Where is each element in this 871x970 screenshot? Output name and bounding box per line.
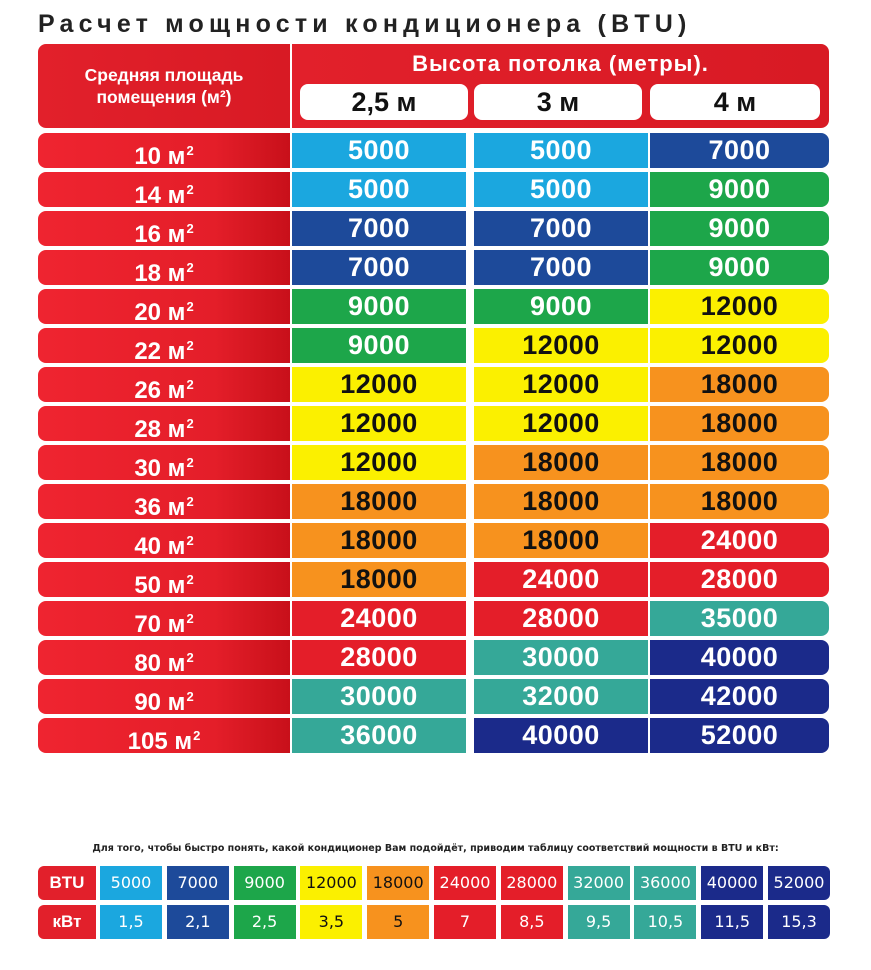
area-value: 10 м	[134, 143, 186, 170]
btu-cell: 5000	[292, 133, 466, 168]
legend-kw-row-value: 9,5	[568, 905, 630, 939]
area-cell	[38, 562, 290, 597]
btu-cell: 9000	[292, 289, 466, 324]
area-unit-sup: 2	[186, 299, 194, 314]
area-column-label: Средняя площадь помещения (м²)	[84, 65, 244, 107]
legend-btu-row-label: BTU	[38, 866, 96, 900]
btu-cell: 9000	[474, 289, 648, 324]
area-value: 28 м	[134, 416, 186, 443]
table-row	[38, 484, 829, 519]
btu-cell: 35000	[650, 601, 829, 636]
area-unit-sup: 2	[186, 182, 194, 197]
btu-cell: 12000	[650, 328, 829, 363]
legend-btu-row-value: 24000	[434, 866, 496, 900]
area-value: 36 м	[134, 494, 186, 521]
height-caption: Высота потолка (метры).	[412, 51, 709, 76]
table-row	[38, 406, 829, 441]
area-cell	[38, 679, 290, 714]
legend-btu-row	[38, 866, 829, 900]
height-2-5: 2,5 м	[300, 84, 468, 120]
area-unit-sup: 2	[186, 689, 194, 704]
legend-kw-row-value: 1,5	[100, 905, 162, 939]
area-cell	[38, 640, 290, 675]
area-cell	[38, 367, 290, 402]
legend-kw-row-label: кВт	[38, 905, 96, 939]
area-unit-sup: 2	[186, 650, 194, 665]
btu-cell: 12000	[292, 445, 466, 480]
area-cell	[38, 601, 290, 636]
area-unit-sup: 2	[186, 221, 194, 236]
btu-cell: 18000	[474, 484, 648, 519]
legend-btu-row-value: 9000	[234, 866, 296, 900]
area-cell	[38, 523, 290, 558]
area-unit-sup: 2	[186, 416, 194, 431]
area-value: 16 м	[134, 221, 186, 248]
table-row	[38, 133, 829, 168]
area-unit-sup: 2	[186, 533, 194, 548]
area-cell	[38, 250, 290, 285]
btu-cell: 28000	[650, 562, 829, 597]
btu-cell: 32000	[474, 679, 648, 714]
btu-cell: 18000	[474, 523, 648, 558]
legend-btu-row-value: 52000	[768, 866, 830, 900]
legend-kw-row-value: 3,5	[300, 905, 362, 939]
btu-cell: 28000	[474, 601, 648, 636]
btu-cell: 12000	[292, 406, 466, 441]
btu-cell: 7000	[650, 133, 829, 168]
legend-kw-row	[38, 905, 829, 939]
area-unit-sup: 2	[186, 338, 194, 353]
btu-cell: 28000	[292, 640, 466, 675]
legend-kw-row-value: 10,5	[634, 905, 696, 939]
btu-cell: 7000	[474, 211, 648, 246]
area-value: 80 м	[134, 650, 186, 677]
table-row	[38, 328, 829, 363]
btu-cell: 18000	[292, 484, 466, 519]
area-cell	[38, 445, 290, 480]
btu-cell: 12000	[474, 328, 648, 363]
area-value: 70 м	[134, 611, 186, 638]
area-value: 20 м	[134, 299, 186, 326]
height-3: 3 м	[474, 84, 642, 120]
area-cell	[38, 328, 290, 363]
btu-cell: 9000	[650, 172, 829, 207]
area-unit-sup: 2	[186, 494, 194, 509]
legend-btu-row-value: 28000	[501, 866, 563, 900]
btu-cell: 24000	[474, 562, 648, 597]
table-row	[38, 640, 829, 675]
legend-kw-row-value: 7	[434, 905, 496, 939]
btu-cell: 5000	[292, 172, 466, 207]
page-title: Расчет мощности кондиционера (BTU)	[38, 10, 692, 38]
legend-btu-row-value: 18000	[367, 866, 429, 900]
area-cell	[38, 289, 290, 324]
btu-cell: 18000	[650, 484, 829, 519]
btu-cell: 9000	[650, 250, 829, 285]
area-value: 26 м	[134, 377, 186, 404]
area-unit-sup: 2	[193, 728, 201, 743]
area-unit-sup: 2	[186, 455, 194, 470]
area-cell	[38, 406, 290, 441]
btu-cell: 30000	[292, 679, 466, 714]
legend-note: Для того, чтобы быстро понять, какой кондиционер Вам подойдёт, приводим таблицу соответствий мощности в BTU и кВт:	[92, 843, 779, 854]
height-column-header	[292, 44, 829, 128]
table-row	[38, 367, 829, 402]
btu-cell: 5000	[474, 172, 648, 207]
area-unit-sup: 2	[186, 143, 194, 158]
btu-cell: 18000	[292, 523, 466, 558]
area-cell	[38, 718, 290, 753]
table-row	[38, 562, 829, 597]
area-unit-sup: 2	[186, 572, 194, 587]
legend-kw-row-value: 2,1	[167, 905, 229, 939]
area-unit-sup: 2	[186, 611, 194, 626]
height-4: 4 м	[650, 84, 820, 120]
area-value: 14 м	[134, 182, 186, 209]
legend-btu-row-value: 5000	[100, 866, 162, 900]
btu-cell: 18000	[650, 406, 829, 441]
legend-btu-row-value: 36000	[634, 866, 696, 900]
legend-kw-row-value: 15,3	[768, 905, 830, 939]
area-value: 18 м	[134, 260, 186, 287]
table-row	[38, 445, 829, 480]
btu-cell: 5000	[474, 133, 648, 168]
btu-cell: 18000	[474, 445, 648, 480]
legend-kw-row-value: 8,5	[501, 905, 563, 939]
btu-cell: 7000	[292, 211, 466, 246]
btu-cell: 12000	[474, 406, 648, 441]
table-row	[38, 250, 829, 285]
btu-cell: 36000	[292, 718, 466, 753]
btu-cell: 12000	[650, 289, 829, 324]
btu-cell: 40000	[650, 640, 829, 675]
btu-cell: 12000	[292, 367, 466, 402]
area-cell	[38, 172, 290, 207]
btu-cell: 40000	[474, 718, 648, 753]
area-value: 22 м	[134, 338, 186, 365]
btu-cell: 24000	[650, 523, 829, 558]
area-value: 40 м	[134, 533, 186, 560]
btu-cell: 30000	[474, 640, 648, 675]
btu-cell: 18000	[650, 445, 829, 480]
btu-cell: 7000	[474, 250, 648, 285]
legend-kw-row-value: 11,5	[701, 905, 763, 939]
btu-cell: 9000	[292, 328, 466, 363]
area-value: 90 м	[134, 689, 186, 716]
area-cell	[38, 211, 290, 246]
btu-cell: 52000	[650, 718, 829, 753]
area-unit-sup: 2	[186, 260, 194, 275]
legend-btu-row-value: 32000	[568, 866, 630, 900]
area-cell	[38, 484, 290, 519]
area-cell	[38, 133, 290, 168]
btu-cell: 12000	[474, 367, 648, 402]
btu-cell: 9000	[650, 211, 829, 246]
area-value: 105 м	[127, 728, 193, 755]
area-value: 50 м	[134, 572, 186, 599]
btu-cell: 24000	[292, 601, 466, 636]
table-row	[38, 289, 829, 324]
btu-cell: 18000	[650, 367, 829, 402]
legend-kw-row-value: 2,5	[234, 905, 296, 939]
table-row	[38, 718, 829, 753]
area-value: 30 м	[134, 455, 186, 482]
table-row	[38, 679, 829, 714]
btu-cell: 42000	[650, 679, 829, 714]
table-row	[38, 172, 829, 207]
area-unit-sup: 2	[186, 377, 194, 392]
area-column-header	[38, 44, 290, 128]
legend-btu-row-value: 7000	[167, 866, 229, 900]
table-row	[38, 523, 829, 558]
table-row	[38, 211, 829, 246]
legend-btu-row-value: 40000	[701, 866, 763, 900]
legend-btu-row-value: 12000	[300, 866, 362, 900]
btu-cell: 7000	[292, 250, 466, 285]
table-row	[38, 601, 829, 636]
legend-kw-row-value: 5	[367, 905, 429, 939]
btu-cell: 18000	[292, 562, 466, 597]
